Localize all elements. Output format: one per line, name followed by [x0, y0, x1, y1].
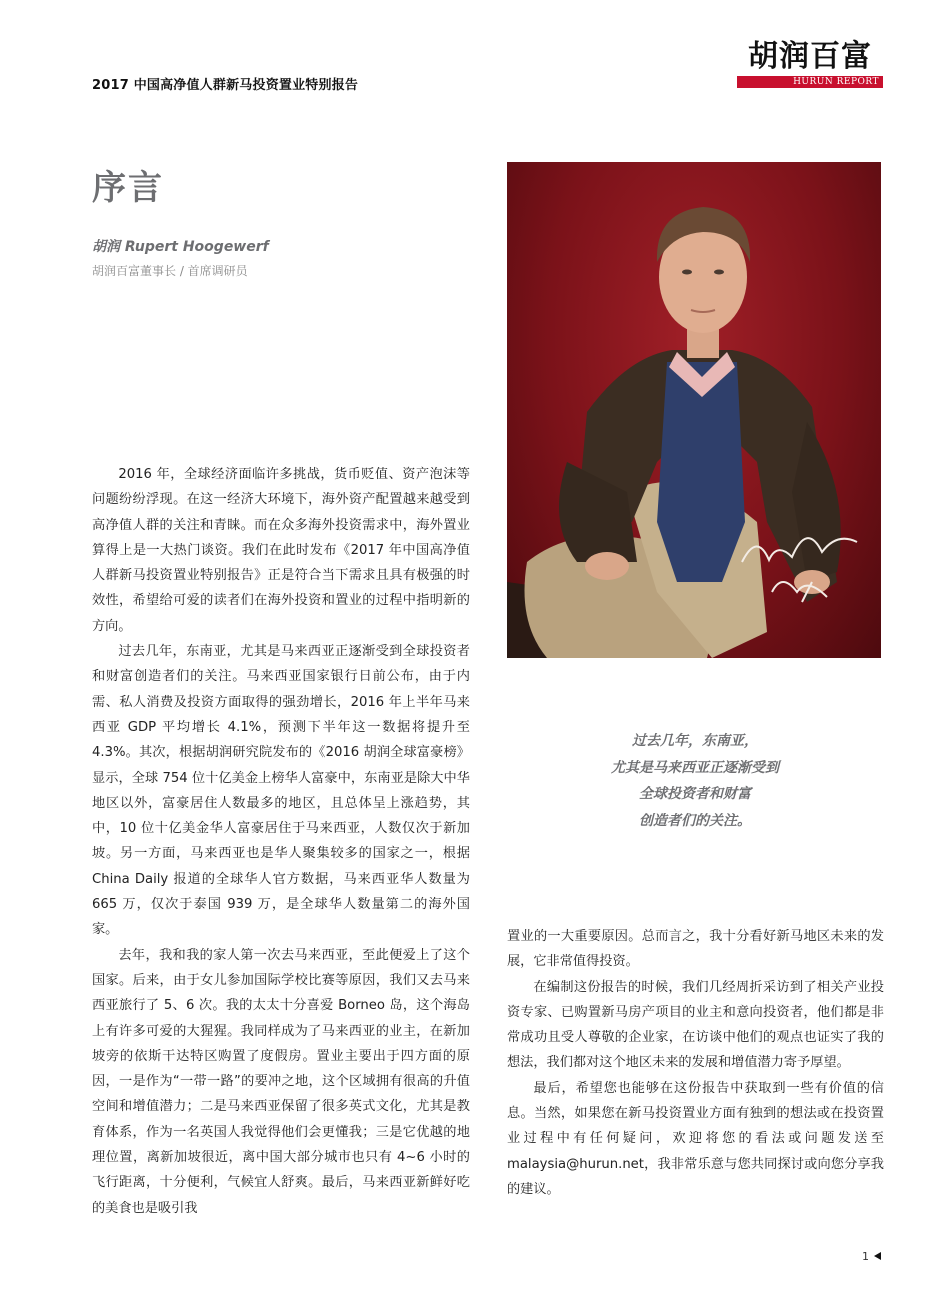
body-paragraph: 过去几年，东南亚，尤其是马来西亚正逐渐受到全球投资者和财富创造者们的关注。马来西亚国家银行日前公布，由于内需、私人消费及投资方面取得的强劲增长，2016 年上半年马来西亚 GDP 平均增长 4.1%，预测下半年这一数据将提升至 4.3%。其次，根据胡润研究院发布的《2016 胡润全球富豪榜》显示，全球 754 位十亿美金上榜华人富豪中，东南亚是除大中华地区以外，富豪居住人数最多的地区，且总体呈上涨趋势，其中，10 位十亿美金华人富豪居住于马来西亚，人数仅次于新加坡。另一方面，马来西亚也是华人聚集较多的国家之一，根据 China Daily 报道的全球华人官方数据，马来西亚华人数量为 665 万，仅次于泰国 939 万，是全球华人数量第二的海外国家。 [92, 644, 470, 938]
hurun-logo [737, 40, 883, 88]
body-paragraph: 在编制这份报告的时候，我们几经周折采访到了相关产业投资专家、已购置新马房产项目的业主和意向投资者，他们都是非常成功且受人尊敬的企业家，在访谈中他们的观点也证实了我的想法，我们都对这个地区未来的发展和增值潜力寄予厚望。 [507, 979, 884, 1071]
body-paragraph: 去年，我和我的家人第一次去马来西亚，至此便爱上了这个国家。后来，由于女儿参加国际学校比赛等原因，我们又去马来西亚旅行了 5、6 次。我的太太十分喜爱 Borneo 岛，这个海岛上有许多可爱的大猩猩。我同样成为了马来西亚的业主，在新加坡旁的依斯干达特区购置了度假房。置业主要出于四方面的原因，一是作为“一带一路”的要冲之地，这个区域拥有很高的升值空间和增值潜力；二是马来西亚保留了很多英式文化，尤其是教育体系，作为一名英国人我觉得他们会更懂我；三是它优越的地理位置，离新加坡很近，离中国大部分城市也只有 4~6 小时的飞行距离，十分便利，气候宜人舒爽。最后，马来西亚新鲜好吃的美食也是吸引我 [92, 947, 470, 1216]
logo-chinese: 胡润百富 [748, 39, 872, 74]
author-portrait-photo [507, 162, 881, 658]
pull-quote-line: 过去几年，东南亚， [632, 733, 758, 749]
body-paragraph: 最后，希望您也能够在这份报告中获取到一些有价值的信息。当然，如果您在新马投资置业方面有独到的想法或在投资置业过程中有任何疑问，欢迎将您的看法或问题发送至 malaysia@hurun.net，我非常乐意与您共同探讨或向您分享我的建议。 [507, 1080, 884, 1197]
portrait-illustration [507, 162, 881, 658]
page-number: 1 [862, 1250, 869, 1263]
page-heading: 序言 [92, 168, 164, 208]
logo-english-bar: HURUN REPORT [737, 76, 883, 88]
body-paragraph: 2016 年，全球经济面临许多挑战，货币贬值、资产泡沫等问题纷纷浮现。在这一经济大环境下，海外资产配置越来越受到高净值人群的关注和青睐。而在众多海外投资需求中，海外置业算得上是一大热门谈资。我们在此时发布《2017 年中国高净值人群新马投资置业特别报告》正是符合当下需求且具有极强的时效性，希望给可爱的读者们在海外投资和置业的过程中指明新的方向。 [92, 467, 470, 634]
pull-quote-line: 全球投资者和财富 [639, 786, 751, 802]
body-column-left [92, 462, 470, 1221]
author-role: 胡润百富董事长 / 首席调研员 [92, 264, 248, 278]
body-paragraph: 置业的一大重要原因。总而言之，我十分看好新马地区未来的发展，它非常值得投资。 [507, 929, 884, 970]
pull-quote-line: 创造者们的关注。 [639, 812, 751, 829]
body-column-right [507, 924, 884, 1202]
page-arrow-icon [874, 1252, 881, 1260]
author-name: 胡润 Rupert Hoogewerf [92, 239, 269, 255]
report-title: 2017 中国高净值人群新马投资置业特别报告 [92, 78, 359, 93]
pull-quote [560, 728, 830, 834]
pull-quote-line: 尤其是马来西亚正逐渐受到 [611, 759, 779, 776]
